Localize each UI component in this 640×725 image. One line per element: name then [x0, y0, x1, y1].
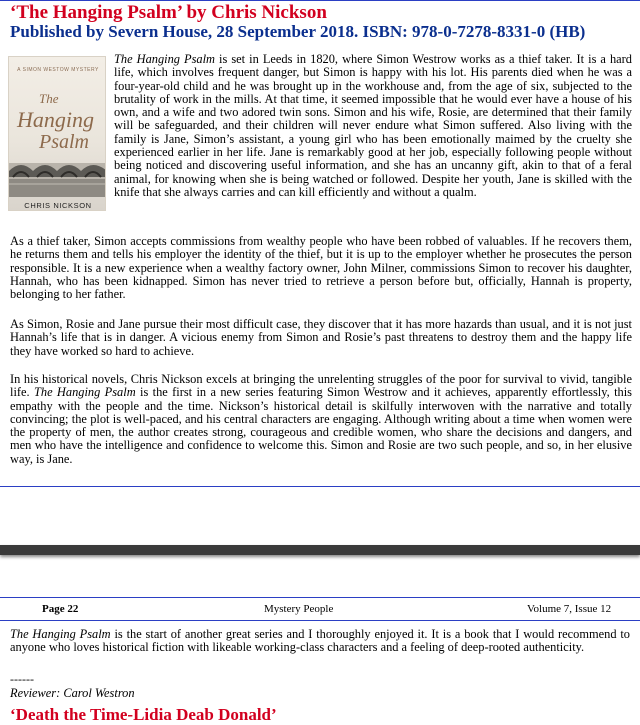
cover-bridge-illustration [9, 153, 106, 197]
paragraph-4-text-a: In his historical novels, Chris Nickson excels at bringing the unrelenting struggles of the poor for survival to vivid, tangible life. [10, 372, 632, 400]
separator-dashes: ------ [10, 672, 34, 686]
review-paragraph-3: As Simon, Rosie and Jane pursue their most difficult case, they discover that it has more hazards than usual, and it is not just Hannah’s life that is in danger. A vicious enemy from Simon and Rosie’s past threatens to destroy them and the happy life they have worked so hard to achieve. [10, 317, 632, 358]
book-title-italic: The Hanging Psalm [33, 385, 136, 400]
paragraph-1-text: is set in Leeds in 1820, where Simon Westrow works as a thief taker. It is a hard life, which involves frequent danger, but Simon is happy with his lot. His parents died when he was a four-year-old child and he was brought up in the workhouse and, from the age of six, subjected to the brutality of work in the mills. At that time, it seemed impossible that he would ever have a house of his own, and a wife and two adored twin sons. Simon and his wife, Rosie, are determined that their family will be safeguarded, and their children will never endure what Simon suffered. Also living with the family is Jane, Simon’s assistant, a young girl who has been emotionally maimed by the cruelty she experienced earlier in her life. Jane is remarkably good at her job, especially following people without being noticed and discovering useful information, and she has an uncanny gift, akin to that of a feral animal, for knowing when she is being watched or followed. Despite her youth, Jane is skilled with the knife that she always carries and can kill efficiently and without a qualm. [114, 52, 632, 199]
page-separator-bar [0, 545, 640, 555]
book-title-italic: The Hanging Psalm [114, 52, 216, 66]
reviewer-credit: Reviewer: Carol Westron [10, 686, 135, 700]
paragraph-4-text-b: is the first in a new series featuring Simon Westrow and it achieves, apparently effortlessly, this empathy with the people and the time. Nickson’s historical detail is skilfully interwoven with the narrative and totally convincing; the plot is well-paced, and his central characters are engaging. Although writing about a time when women were the property of men, the author creates strong, courageous and credible women, who share the decisions and dangers, and men who have the intelligence and confidence to welcome this. Simon and Rosie are two such people, and so, in her elusive way, is Jane. [10, 385, 632, 466]
page-number: Page 22 [42, 603, 79, 615]
review-page-bottom [0, 597, 640, 724]
page-gap [0, 488, 640, 596]
cover-series-label: A SIMON WESTOW MYSTERY [17, 67, 99, 73]
review-paragraph-1 [114, 53, 632, 199]
header-rule [0, 620, 640, 621]
cover-author: CHRIS NICKSON [24, 201, 92, 210]
cover-title-psalm: Psalm [39, 131, 89, 153]
review-title: ‘The Hanging Psalm’ by Chris Nickson [10, 2, 327, 23]
review-paragraph-5 [10, 628, 630, 655]
cover-title-hanging: Hanging [17, 107, 94, 132]
review-paragraph-4 [10, 373, 632, 466]
book-cover-image [8, 56, 106, 211]
paragraph-5-text: is the start of another great series and I thoroughly enjoyed it. It is a book that I would recommend to anyone who loves historical fiction with likeable working-class characters and a feeling of deep-rooted authenticity. [10, 627, 630, 655]
book-title-italic: The Hanging Psalm [10, 627, 111, 641]
page-top-rule [0, 597, 640, 598]
magazine-name: Mystery People [264, 603, 334, 615]
next-review-title: ‘Death the Time-Lidia Deab Donald’ [10, 705, 277, 724]
review-paragraph-2: As a thief taker, Simon accepts commissions from wealthy people who have been robbed of valuables. If he recovers them, he returns them and tells his employer the identity of the thief, but it is up to the employer whether he prosecutes the person responsible. It is a new experience when a wealthy factory owner, John Milner, commissions Simon to recover his daughter, Hannah, who has been kidnapped. Simon has never tried to retrieve a person before but, officially, Hannah is property, belonging to her father. [10, 234, 632, 302]
bottom-rule [0, 486, 640, 487]
cover-title-the: The [39, 91, 59, 106]
top-rule [0, 0, 640, 1]
publication-details: Published by Severn House, 28 September 2018. ISBN: 978-0-7278-8331-0 (HB) [10, 22, 586, 41]
volume-issue: Volume 7, Issue 12 [527, 603, 612, 615]
